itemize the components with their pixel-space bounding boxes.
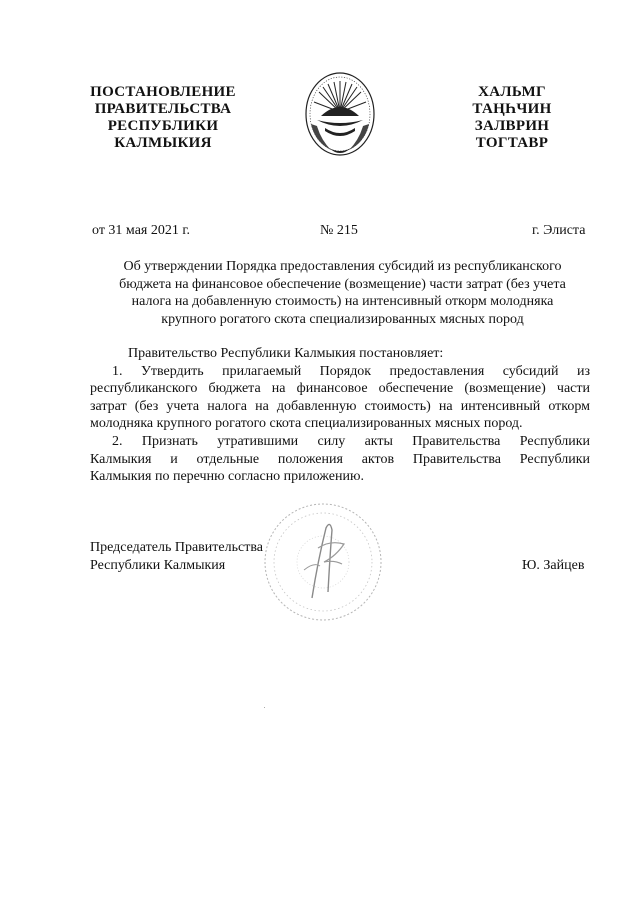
title-line: налога на добавленную стоимость) на интенсивный откорм молодняка xyxy=(131,294,554,310)
document-city: г. Элиста xyxy=(532,223,586,238)
scan-speck xyxy=(264,707,265,708)
header-right-line: ТАҢҺЧИН xyxy=(472,101,552,117)
position-line: Республики Калмыкия xyxy=(90,557,226,573)
header-right-line: ХАЛЬМГ xyxy=(478,84,546,100)
document-date: от 31 мая 2021 г. xyxy=(92,223,191,238)
title-line: бюджета на финансовое обеспечение (возмещение) части затрат (без учета xyxy=(119,276,566,292)
header-russian xyxy=(78,84,248,152)
item2-line: 2. Признать утратившими силу акты Правительства Республики xyxy=(112,433,590,449)
header-left-line: ПРАВИТЕЛЬСТВА xyxy=(94,101,232,117)
document-body xyxy=(90,345,590,486)
item2-line: Калмыкия и отдельные положения актов Правительства Республики xyxy=(90,451,590,467)
intro-paragraph: Правительство Республики Калмыкия постановляет: xyxy=(128,346,444,361)
position-line: Председатель Правительства xyxy=(90,540,263,555)
item1-line: 1. Утвердить прилагаемый Порядок предоставления субсидий из xyxy=(112,363,590,379)
item2-line: Калмыкия по перечню согласно приложению. xyxy=(90,469,364,485)
item1-line: затрат (без учета налога на добавленную стоимость) на интенсивный откорм xyxy=(90,398,590,414)
header-left-line: ПОСТАНОВЛЕНИЕ xyxy=(90,84,236,100)
item1-line: республиканского бюджета на финансовое обеспечение (возмещение) части xyxy=(90,381,590,397)
header-right-line: ЗАЛВРИН xyxy=(474,118,550,134)
signatory-position xyxy=(90,539,263,574)
document-number: № 215 xyxy=(320,223,358,238)
title-line: Об утверждении Порядка предоставления субсидий из республиканского xyxy=(123,259,562,274)
header-left-line: КАЛМЫКИЯ xyxy=(114,135,212,151)
item1-line: молодняка крупного рогатого скота специализированных мясных пород. xyxy=(90,416,523,432)
signatory-name: Ю. Зайцев xyxy=(522,558,585,573)
kalmykia-coat-of-arms-icon xyxy=(301,68,379,160)
document-title xyxy=(95,258,590,328)
header-kalmyk xyxy=(452,84,572,152)
title-line: крупного рогатого скота специализированных мясных пород xyxy=(161,311,524,327)
header-right-line: ТОГТАВР xyxy=(475,135,549,151)
header-left-line: РЕСПУБЛИКИ xyxy=(107,118,219,134)
official-seal-stamp-icon xyxy=(260,500,386,624)
